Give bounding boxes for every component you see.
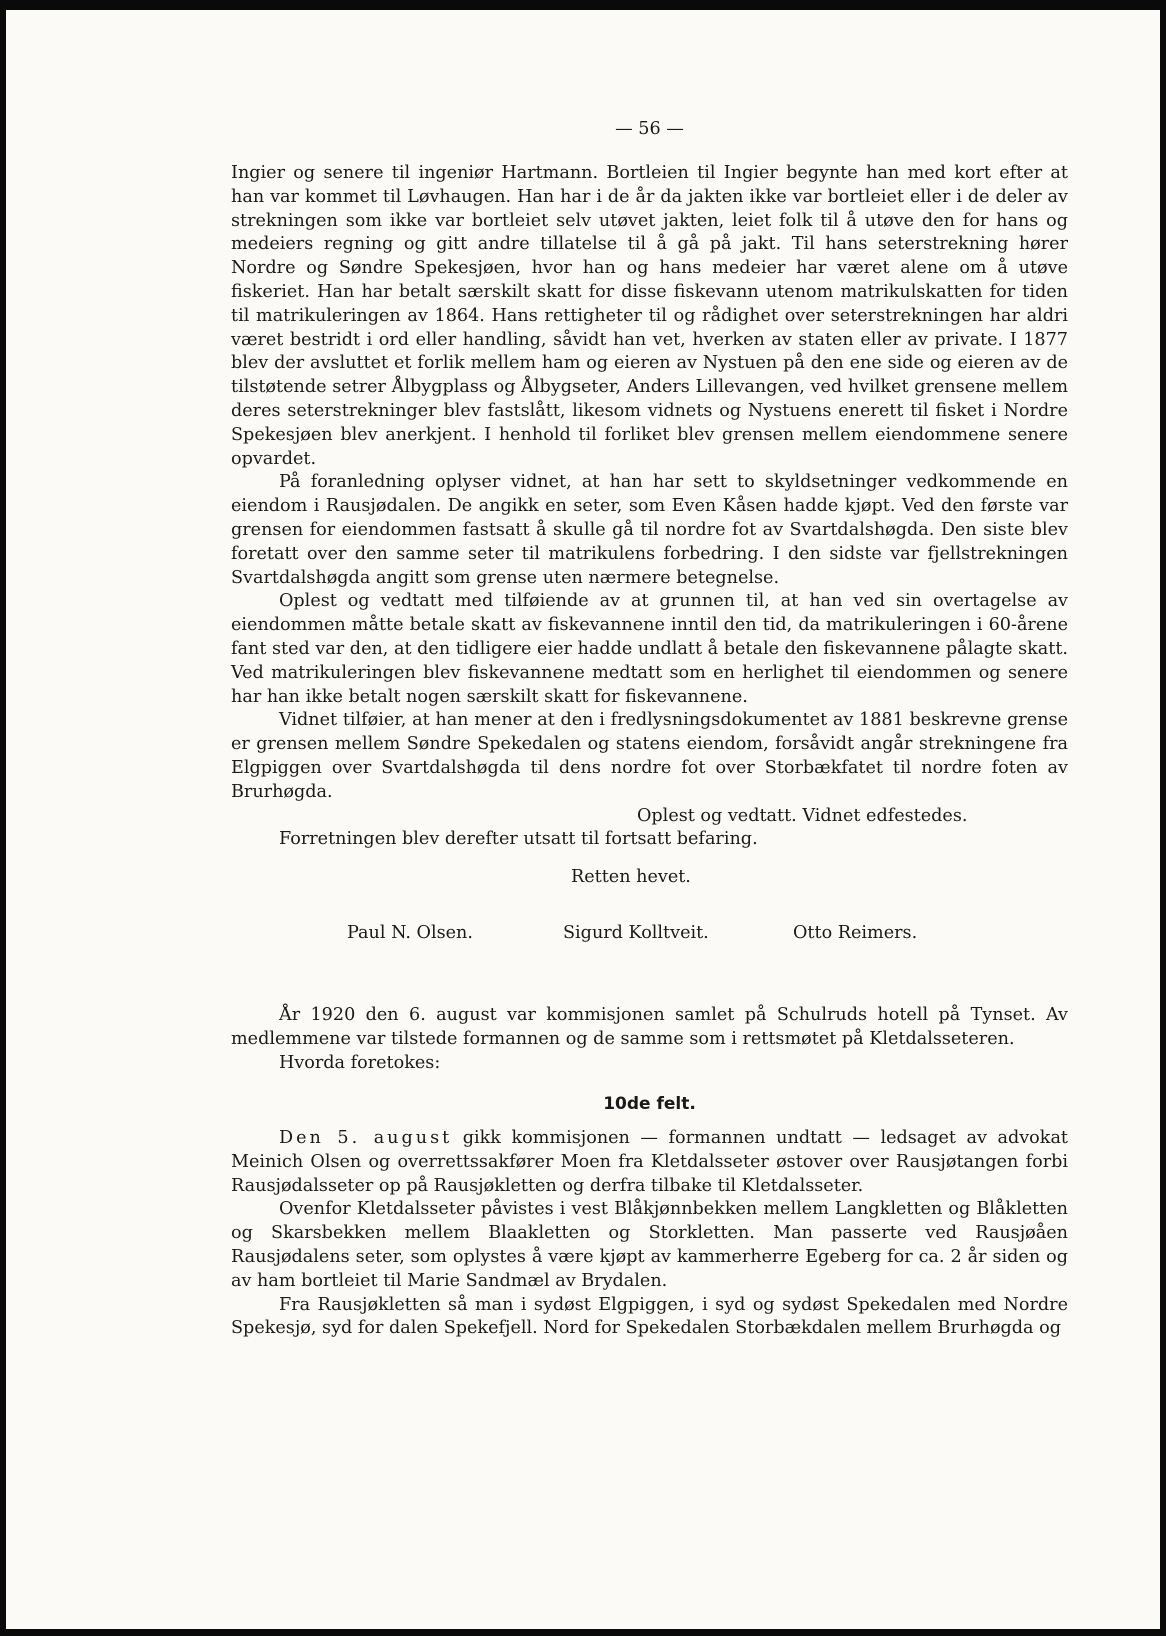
signature-row [231, 922, 1068, 946]
paragraph-oplest-vedtatt: Oplest og vedtatt. Vidnet edfestedes. [637, 805, 968, 826]
paragraph-kommisjonen-samlet: År 1920 den 6. august var kommisjonen samlet på Schulruds hotell på Tynset. Av medlemmene var tilstede formannen og de samme som i rettsmøtet på Kletdalsseteren. [231, 1004, 1068, 1049]
paragraph-skyldsetninger: På foranledning oplyser vidnet, at han har sett to skyldsetninger vedkommende en eiendom i Rausjødalen. De angikk en seter, som Even Kåsen hadde kjøpt. Ved den første var grensen for eiendommen fastsatt å skulle gå til nordre fot av Svartdalshøgda. Den siste blev foretatt over den samme seter til matrikulens forbedring. I den sidste var fjellstrekningen Svartdalshøgda angitt som grense uten nærmere betegnelse. [231, 472, 1068, 588]
paragraph-vidnet-tilfoier: Vidnet tilføier, at han mener at den i fredlysningsdokumentet av 1881 beskrevne grense er grensen mellem Søndre Spekedalen og statens eiendom, forsåvidt angår strekningene fra Elgpiggen over Svartdalshøgda til dens nordre fot over Storbækfatet til nordre foten av Brurhøgda. [231, 710, 1068, 802]
paragraph-retten-hevet: Retten hevet. [571, 867, 691, 888]
paragraph-oplest-tilfoiende: Oplest og vedtatt med tilføiende av at grunnen til, at han ved sin overtagelse av eiendommen måtte betale skatt av fiskevannene inntil den tid, da matrikuleringen i 60-årene fant sted var den, at den tidligere eier hadde undlatt å betale den fiskevannene pålagte skatt. Ved matrikuleringen blev fiskevannene medtatt som en herlighet til eiendommen og senere har han ikke betalt nogen særskilt skatt for fiskevannene. [231, 591, 1068, 707]
paragraph-forretningen-utsatt: Forretningen blev derefter utsatt til fortsatt befaring. [279, 829, 758, 850]
section-heading-10de-felt: 10de felt. [603, 1094, 696, 1115]
paragraph-den-5-august [231, 1127, 1068, 1198]
document-page [6, 10, 1160, 1629]
paragraph-fra-rausjokletten: Fra Rausjøkletten så man i sydøst Elgpiggen, i syd og sydøst Spekedalen med Nordre Spekesjø, syd for dalen Spekefjell. Nord for Spekedalen Storbækdalen mellem Brurhøgda og [231, 1294, 1068, 1339]
paragraph-ovenfor-kletdalsseter: Ovenfor Kletdalsseter påvistes i vest Blåkjønnbekken mellem Langkletten og Blåkletten og Skarsbekken mellem Blaakletten og Storkletten. Man passerte ved Rausjøåen Rausjødalens seter, som oplystes å være kjøpt av kammerherre Egeberg for ca. 2 år siden og av ham bortleiet til Marie Sandmæl av Brydalen. [231, 1199, 1068, 1291]
signature-paul-olsen: Paul N. Olsen. [347, 922, 473, 943]
paragraph-hvorda-foretokes: Hvorda foretokes: [279, 1052, 441, 1073]
page-number: — 56 — [615, 119, 684, 139]
spaced-date-text: Den 5. august [279, 1128, 453, 1149]
paragraph-testimony-continued: Ingier og senere til ingeniør Hartmann. Bortleien til Ingier begynte han med kort efter at han var kommet til Løvhaugen. Han har i de år da jakten ikke var bortleiet eller i de deler av strekningen som ikke var bortleiet selv utøvet jakten, leiet folk til å utøve den for hans og medeiers regning og gitt andre tillatelse til å gå på jakt. Til hans seterstrekning hører Nordre og Søndre Spekesjøen, hvor han og hans medeier har været alene om å utøve fiskeriet. Han har betalt særskilt skatt for disse fiskevann utenom matrikulskatten for tiden til matrikuleringen av 1864. Hans rettigheter til og rådighet over seterstrekningen har aldri været bestridt i ord eller handling, såvidt han vet, hverken av staten eller av private. I 1877 blev der avsluttet et forlik mellem ham og eieren av Nystuen på den ene side og eieren av de tilstøtende setrer Ålbygplass og Ålbygseter, Anders Lillevangen, ved hvilket grensene mellem deres seterstrekninger blev fastslått, likesom vidnets og Nystuens enerett til fisket i Nordre Spekesjøen blev anerkjent. I henhold til forliket blev grensen mellem eiendommene senere opvardet. [231, 163, 1068, 469]
body-text [231, 162, 1068, 1341]
paragraph-den-5-august-rest: gikk kommisjonen — formannen undtatt — ledsaget av advokat Meinich Olsen og overrettssakfører Moen fra Kletdalsseter østover over Rausjøtangen forbi Rausjødalsseter op på Rausjøkletten og derfra tilbake til Kletdalsseter. [231, 1128, 1068, 1196]
signature-sigurd-kolltveit: Sigurd Kolltveit. [563, 922, 709, 943]
signature-otto-reimers: Otto Reimers. [793, 922, 918, 943]
